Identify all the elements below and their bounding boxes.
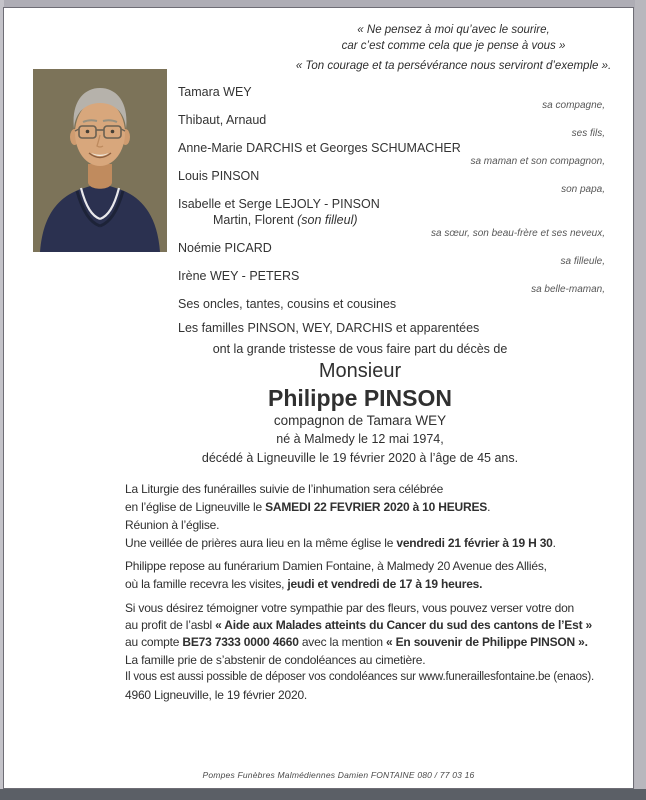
relative-name: Irène WEY - PETERS [178, 269, 300, 283]
portrait-photo [33, 69, 167, 252]
liturgy-line-2-pre: en l’église de Ligneuville le [125, 500, 266, 514]
relative-name-note: (son filleul) [297, 213, 358, 227]
relative-name: Tamara WEY [178, 85, 252, 99]
announcement-intro: ont la grande tristesse de vous faire part du décès de [212, 342, 508, 356]
photo-eye-right [111, 130, 115, 134]
donation-mention-bold: « En souvenir de Philippe PINSON ». [386, 635, 588, 649]
relative-relation: sa filleule, [560, 256, 605, 267]
relative-name-text: Martin, Florent [213, 213, 294, 227]
died-line: décédé à Ligneuville le 19 février 2020 à l’âge de 45 ans. [201, 450, 519, 465]
vigil-pre: Une veillée de prières aura lieu en la même église le [125, 536, 397, 550]
funeral-home-footer: Pompes Funèbres Malmédiennes Damien FONTAINE 080 / 77 03 16 [202, 770, 475, 780]
quote-line-3: « Ton courage et ta persévérance nous serviront d’exemple ». [295, 60, 612, 72]
vigil-date-bold: vendredi 21 février à 19 H 30 [396, 536, 553, 550]
bank-account-bold: BE73 7333 0000 4660 [182, 635, 299, 649]
liturgy-paragraph [125, 480, 595, 516]
viewer-chrome-right [635, 0, 646, 800]
relative-relation: ses fils, [571, 128, 605, 139]
liturgy-line-1: La Liturgie des funérailles suivie de l’inhumation sera célébrée [125, 482, 444, 496]
born-line: né à Malmedy le 12 mai 1974, [276, 432, 444, 446]
liturgy-line-2 [125, 498, 595, 516]
donation-line-2-pre: au profit de l’asbl [125, 618, 216, 632]
photo-neck [88, 164, 112, 189]
donation-line-3 [125, 634, 595, 651]
deceased-subtitle: compagnon de Tamara WEY [273, 413, 447, 428]
announcement-body [125, 340, 595, 704]
memorial-quote [281, 22, 626, 74]
relative-name-families: Les familles PINSON, WEY, DARCHIS et apparentées [178, 321, 480, 335]
relative-name: Isabelle et Serge LEJOLY - PINSON [178, 197, 380, 211]
viewer-chrome-bottom [0, 789, 646, 800]
funeral-date-bold: SAMEDI 22 FEVRIER 2020 à 10 HEURES [265, 500, 488, 514]
relative-relation: sa sœur, son beau-frère et ses neveux, [431, 228, 605, 239]
repose-line-2 [125, 575, 595, 593]
deceased-name: Philippe PINSON [267, 385, 453, 411]
donation-line-2 [125, 617, 595, 634]
donation-line-3-mid: avec la mention [298, 635, 387, 649]
relative-name: Anne-Marie DARCHIS et Georges SCHUMACHER [178, 141, 461, 155]
donation-line-3-pre: au compte [125, 635, 183, 649]
relative-relation: sa compagne, [542, 100, 605, 111]
photo-face [75, 100, 125, 166]
donation-paragraph [125, 600, 595, 651]
charity-name-bold: « Aide aux Malades atteints du Cancer du sud des cantons de l’Est » [215, 618, 592, 632]
relative-name: Noémie PICARD [178, 241, 272, 255]
relative-name: Louis PINSON [178, 169, 260, 183]
relative-name: Ses oncles, tantes, cousins et cousines [178, 297, 397, 311]
photo-eye-left [86, 130, 90, 134]
relative-relation: sa belle-maman, [531, 284, 605, 295]
relative-relation: sa maman et son compagnon, [470, 156, 605, 167]
relatives-list [178, 84, 605, 336]
repose-line-2-pre: où la famille recevra les visites, [125, 577, 288, 591]
relative-relation: son papa, [561, 184, 605, 195]
liturgy-line-2-post: . [487, 500, 491, 514]
online-condolences-line: Il vous est aussi possible de déposer vos condoléances sur www.funeraillesfontaine.be (enaos). [125, 671, 594, 683]
deceased-civility: Monsieur [318, 360, 402, 382]
vigil-line [125, 534, 595, 552]
obituary-page [3, 7, 634, 789]
quote-line-2: car c’est comme cela que je pense à vous » [341, 40, 566, 52]
relative-name-secondary [178, 212, 605, 228]
repose-line-1: Philippe repose au funérarium Damien Fontaine, à Malmedy 20 Avenue des Alliés, [125, 559, 547, 573]
cemetery-line: La famille prie de s’abstenir de condoléances au cimetière. [125, 653, 426, 667]
dateline: 4960 Ligneuville, le 19 février 2020. [125, 688, 308, 702]
vigil-post: . [552, 536, 556, 550]
birth-death-dates [125, 430, 595, 467]
donation-line-1: Si vous désirez témoigner votre sympathie par des fleurs, vous pouvez verser votre don [125, 601, 575, 615]
quote-line-1: « Ne pensez à moi qu’avec le sourire, [357, 24, 550, 36]
visits-hours-bold: jeudi et vendredi de 17 à 19 heures. [287, 577, 483, 591]
relative-name: Thibaut, Arnaud [178, 113, 267, 127]
repose-paragraph [125, 557, 595, 593]
meeting-line: Réunion à l’église. [125, 518, 220, 532]
